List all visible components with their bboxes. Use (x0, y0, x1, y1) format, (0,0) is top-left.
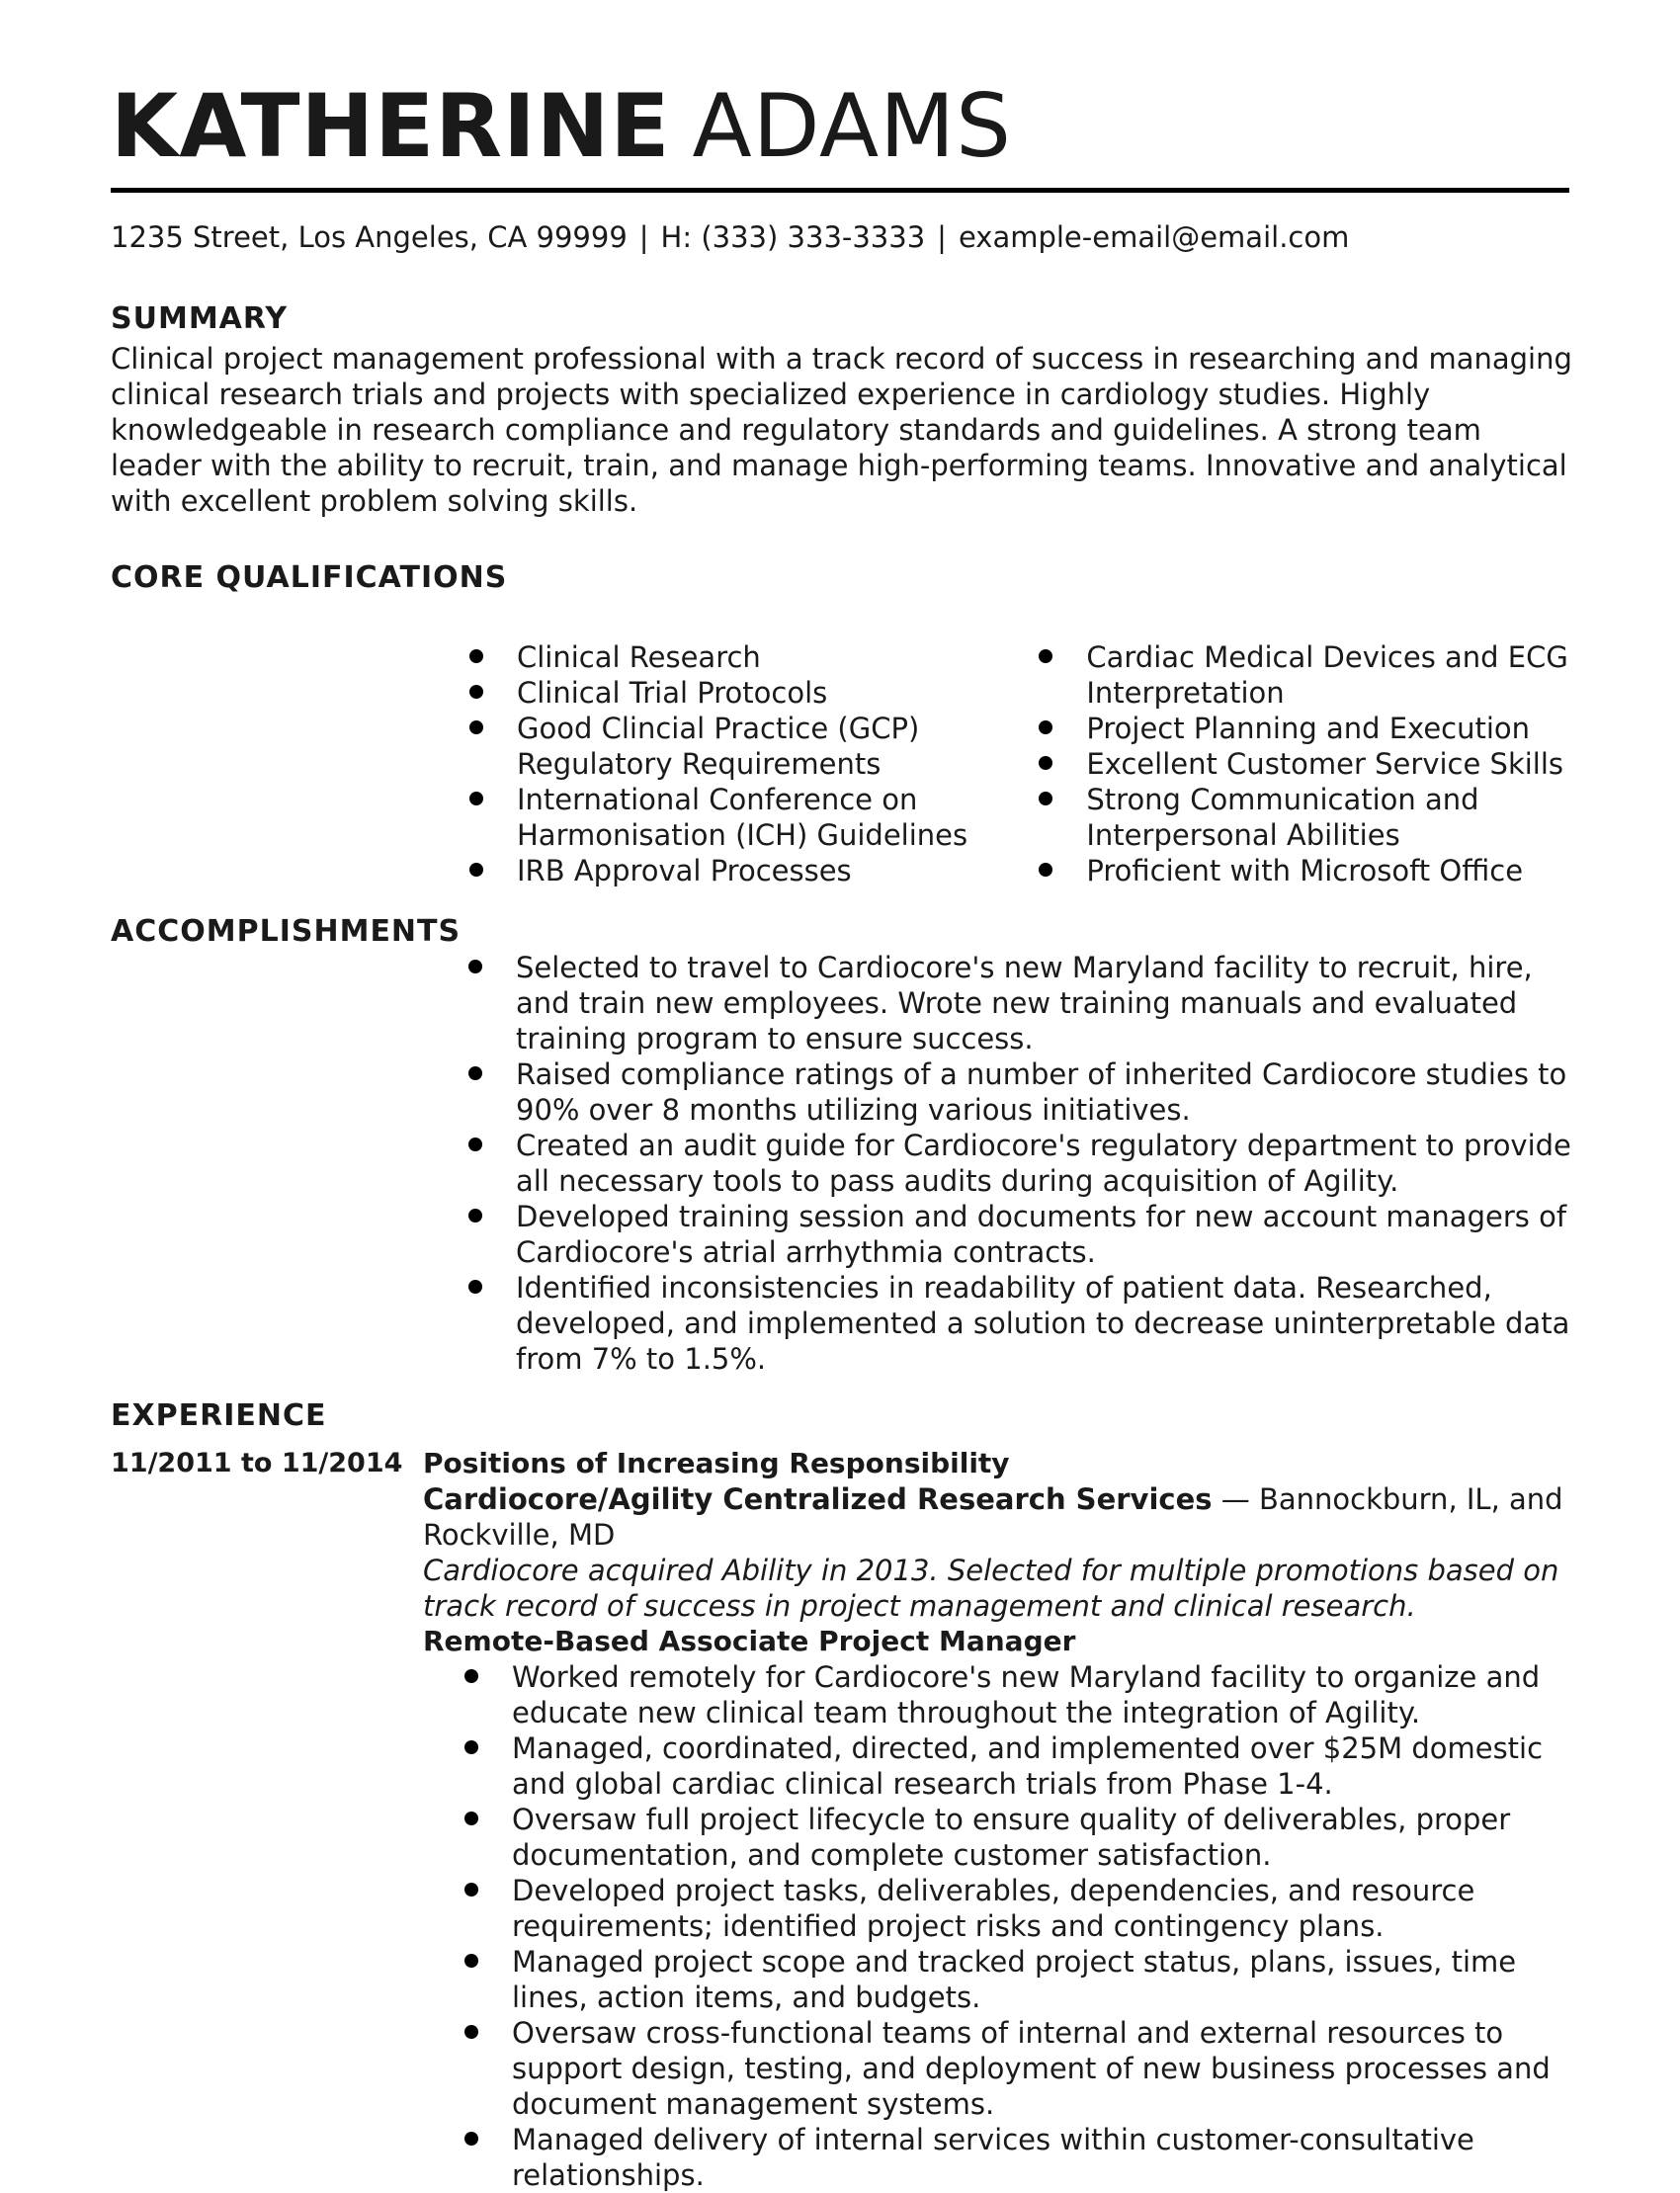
bullet-icon (1039, 863, 1052, 877)
accomplishment-item (468, 1128, 1575, 1199)
qualification-item (1039, 711, 1569, 746)
qualification-item (469, 711, 1039, 782)
job-bullets (464, 1659, 1571, 2193)
phone: H: (333) 333-3333 (660, 220, 926, 254)
qualification-item (469, 639, 1039, 675)
job-bullet-text: Oversaw cross-functional teams of internal and external resources to support design, testing, and deployment of new business processes and document management systems. (512, 2016, 1551, 2121)
qualification-item (469, 853, 1039, 888)
role-title: Remote-Based Associate Project Manager (423, 1625, 1076, 1657)
qualification-text: IRB Approval Processes (517, 854, 852, 887)
accomplishment-text: Developed training session and documents for new account managers of Cardiocore's atrial arrhythmia contracts. (516, 1200, 1567, 1269)
header-divider (111, 188, 1569, 193)
job-bullet (464, 2122, 1571, 2193)
job-bullet (464, 1944, 1571, 2015)
address: 1235 Street, Los Angeles, CA 99999 (111, 220, 628, 254)
bullet-icon (469, 685, 483, 699)
qualification-text: Project Planning and Execution (1086, 712, 1531, 745)
qualification-text: Strong Communication and Interpersonal Abilities (1086, 783, 1479, 852)
job-employer (423, 1481, 1569, 1553)
experience-section (111, 1398, 1569, 2193)
bullet-icon (464, 2025, 478, 2039)
qualifications-section (111, 560, 1569, 888)
qualification-text: Clinical Research (517, 640, 761, 674)
job-bullet (464, 1730, 1571, 1802)
qualifications-left-list (469, 639, 1039, 888)
bullet-icon (468, 1280, 482, 1294)
bullet-icon (464, 1954, 478, 1968)
last-name: ADAMS (692, 75, 1012, 177)
accomplishments-title: ACCOMPLISHMENTS (111, 914, 462, 949)
qualification-item (1039, 639, 1569, 711)
company-name: Cardiocore/Agility Centralized Research Services (423, 1482, 1213, 1516)
bullet-icon (1039, 756, 1052, 770)
job-bullet (464, 1802, 1571, 1873)
bullet-icon (1039, 792, 1052, 805)
job-bullet-text: Worked remotely for Cardiocore's new Maryland facility to organize and educate new clinical team throughout the integration of Agility. (512, 1660, 1541, 1729)
bullet-icon (1039, 649, 1052, 663)
accomplishment-item (468, 1056, 1575, 1128)
bullet-icon (469, 649, 483, 663)
accomplishments-list (468, 950, 1575, 1377)
job-bullet-text: Managed delivery of internal services within customer-consultative relationships. (512, 2123, 1474, 2192)
qualification-item (469, 675, 1039, 711)
bullet-icon (468, 960, 482, 973)
accomplishment-text: Identified inconsistencies in readability of patient data. Researched, developed, and implemented a solution to decrease uninterpretable data from 7% to 1.5%. (516, 1271, 1570, 1376)
qualification-text: Cardiac Medical Devices and ECG Interpretation (1086, 640, 1568, 710)
bullet-icon (464, 2132, 478, 2146)
first-name: KATHERINE (111, 75, 671, 177)
job-bullet (464, 2015, 1571, 2122)
job-bullet (464, 1873, 1571, 1944)
accomplishments-section (111, 914, 1569, 1377)
summary-text: Clinical project management professional with a track record of success in researching and managing clinical research trials and projects with specialized experience in cardiology studies. Highly knowledgeable in research compliance and regulatory standards and guidelines. A strong team leader with the ability to recruit, train, and manage high-performing teams. Innovative and analytical with excellent problem solving skills. (111, 342, 1572, 518)
qualifications-right-list (1039, 639, 1569, 888)
qualification-text: Proficient with Microsoft Office (1086, 854, 1524, 887)
summary-section (111, 301, 1572, 519)
accomplishment-text: Created an audit guide for Cardiocore's regulatory department to provide all necessary tools to pass audits during acquisition of Agility. (516, 1129, 1571, 1198)
qualifications-title: CORE QUALIFICATIONS (111, 560, 508, 595)
qualification-item (1039, 782, 1569, 853)
summary-title: SUMMARY (111, 301, 289, 336)
accomplishment-item (468, 1270, 1575, 1377)
qualification-item (469, 782, 1039, 853)
qualification-text: Excellent Customer Service Skills (1086, 747, 1564, 781)
bullet-icon (464, 1669, 478, 1683)
job-description: Cardiocore acquired Ability in 2013. Selected for multiple promotions based on track record of success in project management and clinical research. (423, 1554, 1559, 1623)
contact-separator: | (638, 220, 649, 254)
contact-separator: | (937, 220, 947, 254)
job-bullet-text: Managed, coordinated, directed, and implemented over $25M domestic and global cardiac clinical research trials from Phase 1-4. (512, 1731, 1544, 1801)
company-location: — Bannockburn, IL, and Rockville, MD (423, 1482, 1563, 1552)
job-bullet-text: Developed project tasks, deliverables, dependencies, and resource requirements; identified project risks and contingency plans. (512, 1874, 1475, 1943)
bullet-icon (468, 1209, 482, 1223)
accomplishment-text: Raised compliance ratings of a number of inherited Cardiocore studies to 90% over 8 months utilizing various initiatives. (516, 1057, 1567, 1127)
bullet-icon (1039, 720, 1052, 734)
qualification-text: Good Clincial Practice (GCP) Regulatory Requirements (517, 712, 920, 781)
qualification-text: International Conference on Harmonisation (ICH) Guidelines (517, 783, 968, 852)
qualification-text: Clinical Trial Protocols (517, 676, 828, 710)
qualification-item (1039, 853, 1569, 888)
bullet-icon (464, 1812, 478, 1825)
accomplishment-text: Selected to travel to Cardiocore's new Maryland facility to recruit, hire, and train new employees. Wrote new training manuals and evaluated training program to ensure success. (516, 951, 1533, 1055)
email: example-email@email.com (958, 220, 1350, 254)
job-bullet-text: Managed project scope and tracked project status, plans, issues, time lines, action items, and budgets. (512, 1945, 1517, 2014)
job-bullet (464, 1659, 1571, 1730)
job-entry (111, 1446, 1569, 2193)
bullet-icon (469, 720, 483, 734)
qualifications-columns (469, 639, 1569, 888)
bullet-icon (464, 1740, 478, 1754)
bullet-icon (464, 1883, 478, 1897)
experience-title: EXPERIENCE (111, 1398, 327, 1433)
bullet-icon (469, 863, 483, 877)
accomplishment-item (468, 1199, 1575, 1270)
job-details (423, 1446, 1569, 2193)
contact-line (111, 218, 1569, 256)
job-heading: Positions of Increasing Responsibility (423, 1447, 1010, 1479)
job-bullet-text: Oversaw full project lifecycle to ensure quality of deliverables, proper documentation, and complete customer satisfaction. (512, 1803, 1511, 1872)
candidate-name (111, 71, 1569, 182)
bullet-icon (468, 1066, 482, 1080)
resume-page (111, 71, 1572, 2193)
bullet-icon (469, 792, 483, 805)
bullet-icon (468, 1138, 482, 1151)
accomplishment-item (468, 950, 1575, 1056)
job-dates: 11/2011 to 11/2014 (111, 1448, 403, 1478)
qualification-item (1039, 746, 1569, 782)
